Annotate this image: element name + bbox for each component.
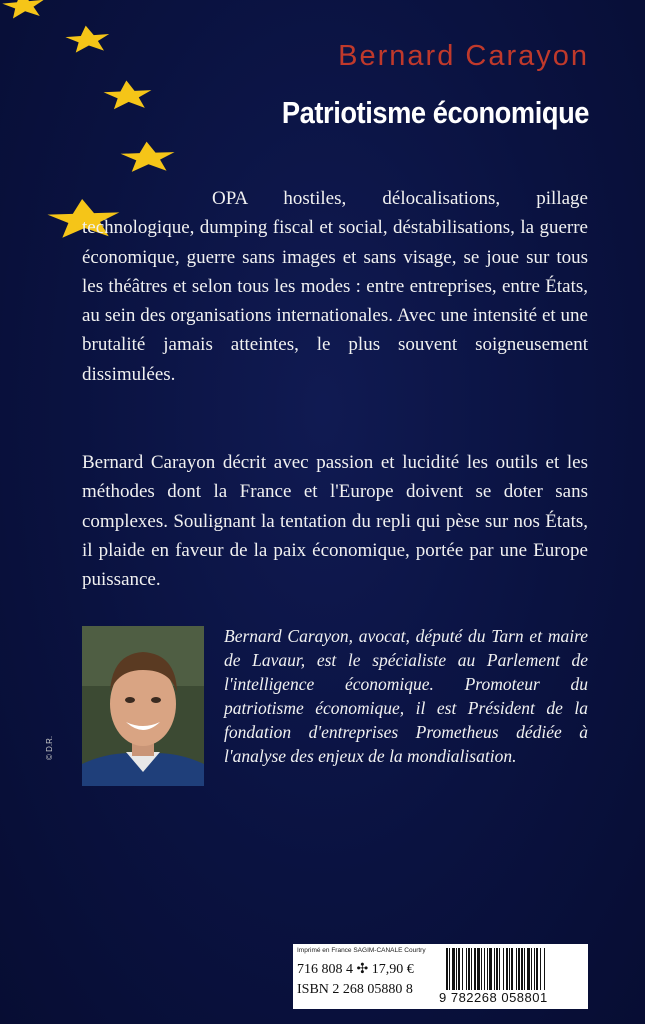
author-name: Bernard Carayon (338, 40, 589, 72)
barcode-icon (446, 948, 582, 990)
ean-number: 9 782268 058801 (439, 990, 548, 1005)
star-icon (102, 79, 153, 109)
isbn-number: ISBN 2 268 05880 8 (297, 982, 413, 997)
summary-paragraph-2: Bernard Carayon décrit avec passion et lucidité les outils et les méthodes dont la France et l'Europe doivent se doter sans complexes. Soulignant la tentation du repli qui pèse sur nos États, il plaide en faveur de la paix économique, portée par une Europe puissance. (82, 452, 588, 591)
star-icon (120, 141, 176, 172)
printer-info: Imprimé en France SAGIM-CANALE Courtry (297, 947, 426, 954)
photo-credit: © D.R. (45, 735, 54, 760)
summary-paragraph-1: OPA hostiles, délocalisations, pillage technologique, dumping fiscal et social, déstabilisations, la guerre économique, guerre sans images et sans visage, se joue sur tous les théâtres et selon tous les modes : entre entreprises, entre États, au sein des organisations internationales. Avec une intensité et une brutalité jamais atteintes, le plus souvent soigneusement dissimulées. (82, 188, 588, 385)
star-icon (0, 0, 47, 19)
author-photo (82, 626, 204, 786)
price-code: 716 808 4 ✣ 17,90 € (297, 962, 414, 977)
book-title: Patriotisme économique (281, 95, 589, 130)
barcode-label (293, 944, 588, 1009)
author-bio: Bernard Carayon, avocat, député du Tarn et maire de Lavaur, est le spécialiste au Parlement de l'intelligence économique. Promoteur du patriotisme économique, il est Président de la fondation d'entreprises Prometheus dédiée à l'analyse des enjeux de la mondialisation. (224, 626, 588, 766)
star-icon (64, 24, 112, 53)
